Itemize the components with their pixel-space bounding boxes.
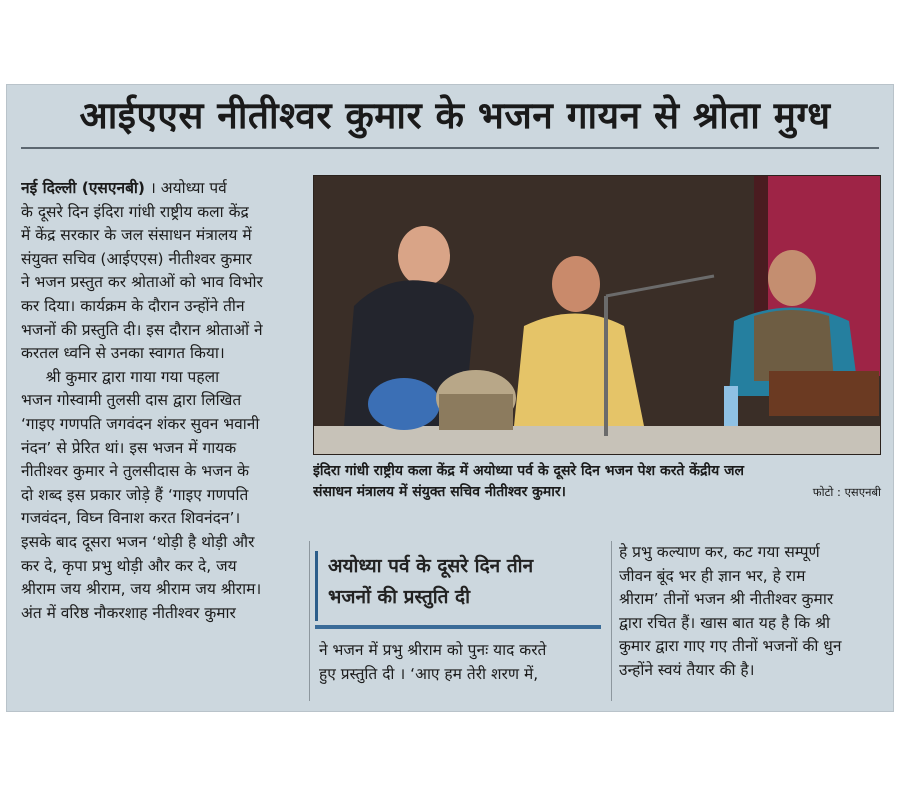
article-line-3: में केंद्र सरकार के जल संसाधन मंत्रालय में (21, 226, 252, 245)
article-line-11: ‘गाइए गणपति जगवंदन शंकर सुवन भवानी (21, 414, 260, 433)
right-line-4: द्वारा रचित हैं। खास बात यह है कि श्री (619, 613, 831, 632)
right-line-5: कुमार द्वारा गाए गए तीनों भजनों की धुन (619, 637, 842, 656)
caption-line-2: संसाधन मंत्रालय में संयुक्त सचिव नीतीश्वर कुमार। (313, 484, 566, 500)
article-line-15: गजवंदन, विघ्न विनाश करत शिवनंदन’। (21, 509, 241, 528)
article-line-14: दो शब्द इस प्रकार जोड़े हैं ‘गाइए गणपति (21, 485, 249, 504)
pull-quote-line-1: अयोध्या पर्व के दूसरे दिन तीन (328, 555, 534, 577)
article-line-4: संयुक्त सचिव (आईएएस) नीतीश्वर कुमार (21, 249, 252, 268)
article-line-19: अंत में वरिष्ठ नौकरशाह नीतीश्वर कुमार (21, 603, 236, 622)
pull-quote (315, 551, 601, 621)
pull-quote-rule (315, 625, 601, 629)
article-line-5: ने भजन प्रस्तुत कर श्रोताओं को भाव विभोर (21, 273, 263, 292)
right-column (619, 541, 881, 683)
right-line-6: उन्होंने स्वयं तैयार की है। (619, 660, 755, 679)
article-line-10: भजन गोस्वामी तुलसी दास द्वारा लिखित (21, 391, 242, 410)
article-line-2: के दूसरे दिन इंदिरा गांधी राष्ट्रीय कला केंद्र (21, 202, 249, 221)
photo-credit: फोटो : एसएनबी (812, 485, 881, 499)
article-line-16: इसके बाद दूसरा भजन ‘थोड़ी है थोड़ी और (21, 532, 255, 551)
article-line-17: कर दे, कृपा प्रभु थोड़ी और कर दे, जय (21, 556, 237, 575)
article-line-9: श्री कुमार द्वारा गाया गया पहला (21, 367, 220, 386)
article-line-13: नीतीश्वर कुमार ने तुलसीदास के भजन के (21, 462, 250, 481)
photo-caption (313, 461, 881, 503)
newspaper-clipping (6, 84, 894, 712)
article-line-7: भजनों की प्रस्तुति दी। इस दौरान श्रोताओं ने (21, 320, 263, 339)
article-line-8: करतल ध्वनि से उनका स्वागत किया। (21, 344, 225, 363)
article-line-18: श्रीराम जय श्रीराम, जय श्रीराम जय श्रीराम। (21, 580, 262, 599)
mid-line-2: हुए प्रस्तुति दी । ‘आए हम तेरी शरण में, (319, 664, 539, 683)
right-line-2: जीवन बूंद भर ही ज्ञान भर, हे राम (619, 566, 806, 585)
event-photo (313, 175, 881, 455)
column-divider (309, 541, 310, 701)
column-divider (611, 541, 612, 701)
article-line-1: नई दिल्ली (एसएनबी) । अयोध्या पर्व (21, 179, 227, 197)
right-line-3: श्रीराम’ तीनों भजन श्री नीतीश्वर कुमार (619, 590, 834, 609)
right-line-1: हे प्रभु कल्याण कर, कट गया सम्पूर्ण (619, 543, 820, 561)
mid-line-1: ने भजन में प्रभु श्रीराम को पुनः याद करते (319, 641, 547, 659)
left-column (21, 177, 306, 625)
photo-illustration (314, 176, 881, 455)
dateline: नई दिल्ली (एसएनबी) (21, 179, 146, 197)
article-line-12: नंदन’ से प्रेरित थां। इस भजन में गायक (21, 438, 237, 457)
headline: आईएएस नीतीश्वर कुमार के भजन गायन से श्रोता मुग्ध (79, 94, 831, 137)
caption-line-1: इंदिरा गांधी राष्ट्रीय कला केंद्र में अयोध्या पर्व के दूसरे दिन भजन पेश करते केंद्रीय जल (313, 463, 744, 479)
middle-column (319, 639, 603, 686)
article-line-6: कर दिया। कार्यक्रम के दौरान उन्होंने तीन (21, 296, 245, 315)
pull-quote-line-2: भजनों की प्रस्तुति दी (328, 586, 471, 608)
headline-rule (21, 147, 879, 149)
